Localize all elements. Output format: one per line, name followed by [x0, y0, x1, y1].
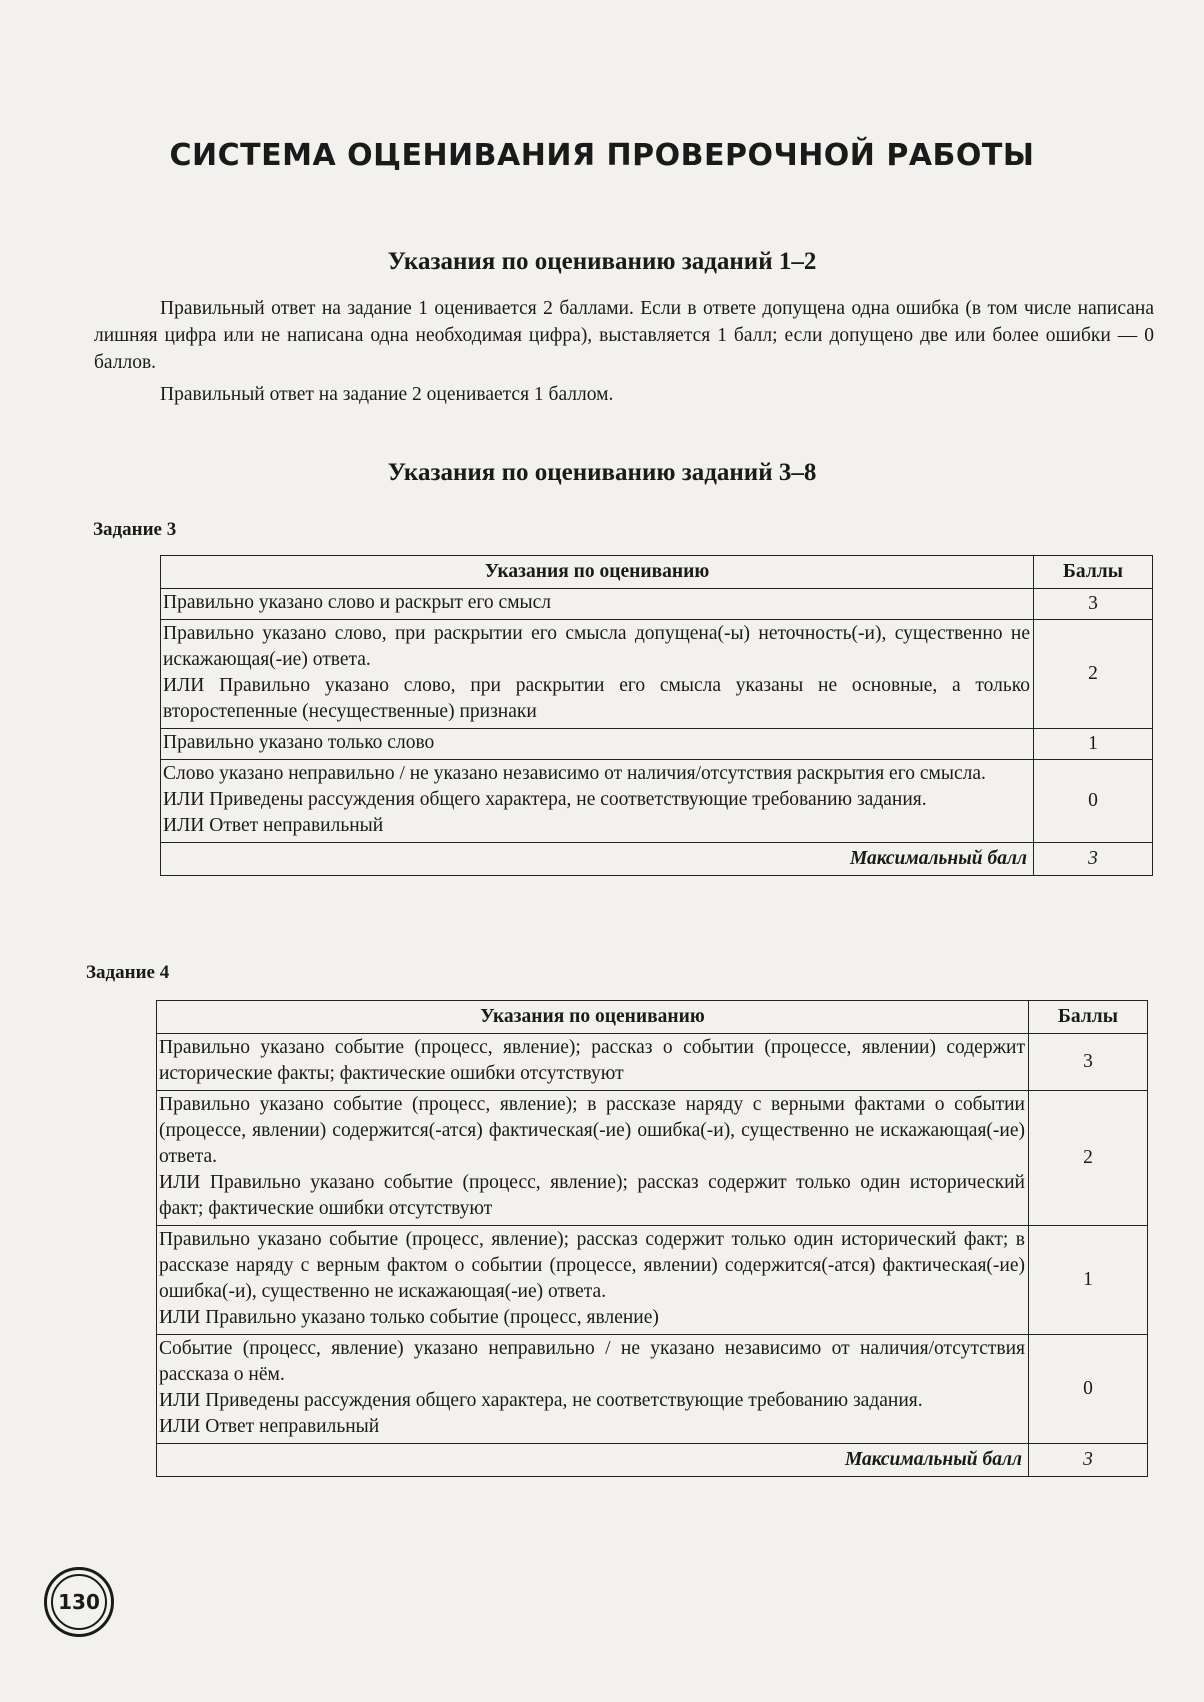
criteria-cell: Правильно указано только слово — [161, 729, 1034, 760]
table-row — [157, 1091, 1148, 1226]
criteria-cell: Правильно указано событие (процесс, явление); рассказ содержит только один исторический факт; в рассказе наряду с верным фактом о событии (процессе, явлении) содержится(-атся) фактическая(-ие) ошибка(-и), существенно не искажающая(-ие) ответа. ИЛИ Правильно указано только событие (процесс, явление) — [157, 1226, 1029, 1335]
table-row — [157, 1335, 1148, 1444]
table-row — [161, 729, 1153, 760]
criteria-cell: Правильно указано слово и раскрыт его смысл — [161, 589, 1034, 620]
task-4-grading-table — [156, 1000, 1148, 1477]
page-title: СИСТЕМА ОЦЕНИВАНИЯ ПРОВЕРОЧНОЙ РАБОТЫ — [169, 138, 1035, 173]
page-number-badge — [44, 1567, 114, 1637]
points-column-header: Баллы — [1034, 556, 1153, 589]
max-score-value: 3 — [1034, 843, 1153, 876]
criteria-cell: Событие (процесс, явление) указано неправильно / не указано независимо от наличия/отсутствия рассказа о нём. ИЛИ Приведены рассуждения общего характера, не соответствующие требованию задания. ИЛИ Ответ неправильный — [157, 1335, 1029, 1444]
criteria-cell: Правильно указано событие (процесс, явление); рассказ о событии (процессе, явлении) содержит исторические факты; фактические ошибки отсутствуют — [157, 1034, 1029, 1091]
max-score-row — [157, 1444, 1148, 1477]
table-row — [161, 620, 1153, 729]
points-cell: 1 — [1029, 1226, 1148, 1335]
points-cell: 1 — [1034, 729, 1153, 760]
points-column-header: Баллы — [1029, 1001, 1148, 1034]
max-score-row — [161, 843, 1153, 876]
points-cell: 3 — [1034, 589, 1153, 620]
task-4-label: Задание 4 — [86, 962, 170, 983]
paragraph-task-1-rule: Правильный ответ на задание 1 оценивается 2 баллами. Если в ответе допущена одна ошибка (в том числе написана лишняя цифра или не написана одна необходимая цифра), выставляется 1 балл; если допущено две или более ошибки — 0 баллов. — [94, 298, 1154, 373]
points-cell: 2 — [1029, 1091, 1148, 1226]
page-number: 130 — [51, 1574, 107, 1630]
max-score-value: 3 — [1029, 1444, 1148, 1477]
section-heading-tasks-3-8: Указания по оцениванию заданий 3–8 — [387, 459, 817, 486]
table-header-row — [157, 1001, 1148, 1034]
points-cell: 2 — [1034, 620, 1153, 729]
table-row — [161, 760, 1153, 843]
criteria-cell: Правильно указано событие (процесс, явление); в рассказе наряду с верными фактами о событии (процессе, явлении) содержится(-атся) фактическая(-ие) ошибка(-и), существенно не искажающая(-ие) ответа. ИЛИ Правильно указано событие (процесс, явление); рассказ содержит только один исторический факт; фактические ошибки отсутствуют — [157, 1091, 1029, 1226]
points-cell: 0 — [1029, 1335, 1148, 1444]
section-heading-tasks-1-2: Указания по оцениванию заданий 1–2 — [387, 248, 817, 275]
table-row — [157, 1226, 1148, 1335]
table-row — [161, 589, 1153, 620]
paragraph-task-2-rule: Правильный ответ на задание 2 оценивается 1 баллом. — [160, 384, 614, 405]
task-3-grading-table — [160, 555, 1153, 876]
criteria-column-header: Указания по оцениванию — [161, 556, 1034, 589]
points-cell: 0 — [1034, 760, 1153, 843]
max-score-label: Максимальный балл — [161, 843, 1034, 876]
table-header-row — [161, 556, 1153, 589]
criteria-column-header: Указания по оцениванию — [157, 1001, 1029, 1034]
criteria-cell: Правильно указано слово, при раскрытии его смысла допущена(-ы) неточность(-и), существенно не искажающая(-ие) ответа. ИЛИ Правильно указано слово, при раскрытии его смысла указаны не основные, а только второстепенные (несущественные) признаки — [161, 620, 1034, 729]
criteria-cell: Слово указано неправильно / не указано независимо от наличия/отсутствия раскрытия его смысла. ИЛИ Приведены рассуждения общего характера, не соответствующие требованию задания. ИЛИ Ответ неправильный — [161, 760, 1034, 843]
points-cell: 3 — [1029, 1034, 1148, 1091]
max-score-label: Максимальный балл — [157, 1444, 1029, 1477]
task-3-label: Задание 3 — [93, 519, 177, 540]
table-row — [157, 1034, 1148, 1091]
